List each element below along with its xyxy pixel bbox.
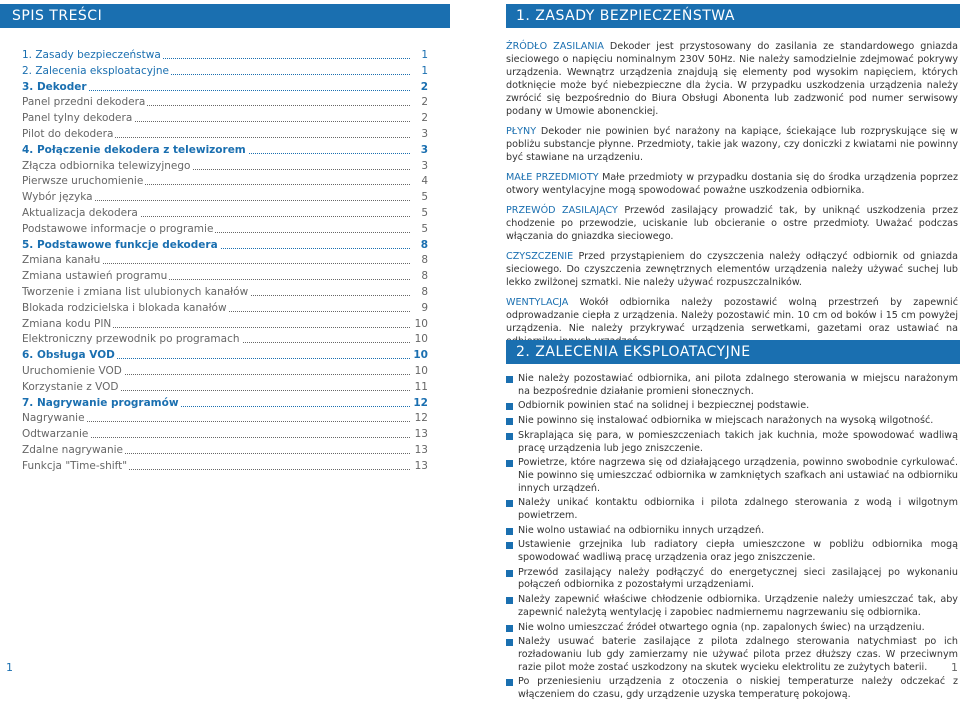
toc-entry[interactable] [22, 159, 428, 175]
safety-text: Dekoder nie powinien być narażony na kapiące, ściekające lub rozpryskujące się w pobliżu substancje płynne. Przedmioty, takie jak wazony, czy doniczki z kwiatami nie powinny być stawiane na urządzeniu. [506, 126, 958, 163]
toc-entry-label: Blokada rodzicielska i blokada kanałów [22, 301, 227, 314]
toc-entry[interactable] [22, 459, 428, 475]
toc-entry[interactable] [22, 48, 428, 64]
recommendations-list [506, 373, 958, 704]
toc-entry-page: 3 [410, 127, 428, 143]
toc-entry-page: 10 [410, 348, 428, 364]
toc-entry-label: Podstawowe informacje o programie [22, 222, 214, 235]
bullet-square-icon [506, 570, 513, 577]
recommendation-text: Nie powinno się instalować odbiornika w miejscach narażonych na wysoką wilgotność. [518, 415, 934, 427]
recommendation-item [506, 539, 958, 564]
toc-entry-page: 1 [410, 64, 428, 80]
toc-entry-label: Wybór języka [22, 191, 93, 204]
toc-entry-label: Funkcja "Time-shift" [22, 459, 128, 472]
safety-text: Małe przedmioty w przypadku dostania się do środka urządzenia poprzez otwory wentylacyjne mogą spowodować poważne uszkodzenia odbiornika. [506, 172, 958, 196]
safety-text: Przed przystąpieniem do czyszczenia należy odłączyć odbiornik od gniazda sieciowego. Do czyszczenia zewnętrznych elementów urządzenia należy używać suchej lub lekko zwilżonej szmatki. Nie należy używać rozpuszczalników. [506, 251, 958, 288]
toc-entry-page: 3 [410, 159, 428, 175]
toc-entry[interactable] [22, 411, 428, 427]
bullet-square-icon [506, 403, 513, 410]
recommendation-item [506, 622, 958, 635]
toc-entry-page: 8 [410, 285, 428, 301]
toc-entry-label: Nagrywanie [22, 412, 85, 425]
recommendation-text: Należy usuwać baterie zasilające z pilota zdalnego sterowania natychmiast po ich rozładowaniu lub gdy zamierzamy nie używać pilota przez dłuższy czas. W przeciwnym razie pilot może zostać uszkodzony na skutek wycieku elektrolitu ze zużytych baterii. [518, 636, 958, 673]
toc-entry[interactable] [22, 95, 428, 111]
recommendation-item [506, 636, 958, 674]
recommendation-text: Nie wolno umieszczać źródeł otwartego ognia (np. zapalonych świec) na urządzeniu. [518, 621, 925, 633]
toc-entry-page: 2 [410, 80, 428, 96]
toc-entry-label: 4. Połączenie dekodera z telewizorem [22, 143, 246, 156]
toc-entry[interactable] [22, 143, 428, 159]
toc-entry-label: 6. Obsługa VOD [22, 349, 115, 362]
recommendation-text: Skraplająca się para, w pomieszczeniach takich jak kuchnia, może spowodować wadliwą pracę urządzenia lub jego zniszczenie. [518, 429, 958, 454]
toc-entry[interactable] [22, 427, 428, 443]
safety-page [494, 0, 960, 700]
safety-keyword: PŁYNY [506, 126, 537, 137]
recommendation-item [506, 430, 958, 455]
toc-entry-label: 3. Dekoder [22, 80, 87, 93]
toc-entry-page: 2 [410, 95, 428, 111]
recommendation-item [506, 594, 958, 619]
safety-keyword: MAŁE PRZEDMIOTY [506, 172, 599, 183]
toc-entry-page: 3 [410, 143, 428, 159]
toc-entry[interactable] [22, 396, 428, 412]
toc-entry-page: 8 [410, 253, 428, 269]
toc-entry-label: 7. Nagrywanie programów [22, 396, 179, 409]
toc-entry[interactable] [22, 285, 428, 301]
safety-paragraph [506, 125, 958, 164]
toc-entry-label: Panel tylny dekodera [22, 112, 133, 125]
toc-entry-label: 2. Zalecenia eksploatacyjne [22, 64, 169, 77]
bullet-square-icon [506, 639, 513, 646]
toc-entry[interactable] [22, 127, 428, 143]
safety-keyword: PRZEWÓD ZASILAJĄCY [506, 205, 618, 216]
toc-entry-page: 12 [410, 396, 428, 412]
safety-title: 1. ZASADY BEZPIECZEŃSTWA [506, 4, 960, 28]
bullet-square-icon [506, 625, 513, 632]
toc-entry-page: 8 [410, 269, 428, 285]
bullet-square-icon [506, 433, 513, 440]
toc-entry-label: Tworzenie i zmiana list ulubionych kanałów [22, 285, 249, 298]
recommendation-item [506, 373, 958, 398]
toc-page [0, 0, 466, 678]
toc-entry[interactable] [22, 190, 428, 206]
safety-keyword: WENTYLACJA [506, 297, 569, 308]
toc-entry[interactable] [22, 238, 428, 254]
safety-paragraph [506, 40, 958, 118]
bullet-square-icon [506, 679, 513, 686]
toc-title: SPIS TREŚCI [0, 4, 450, 28]
toc-entry-label: Odtwarzanie [22, 428, 89, 441]
toc-entry[interactable] [22, 174, 428, 190]
toc-entry-label: Elektroniczny przewodnik po programach [22, 333, 240, 346]
toc-list [22, 48, 428, 475]
toc-entry[interactable] [22, 443, 428, 459]
safety-text: Wokół odbiornika należy pozostawić wolną przestrzeń by zapewnić odprowadzanie ciepła z urządzenia. Należy pozostawić min. 10 cm od boków i 15 cm powyżej urządzenia. Nie należy przykrywać urządzenia serwetkami, gazetami oraz ustawiać na [506, 297, 958, 334]
recommendation-text: Po przeniesieniu urządzenia z otoczenia o niskiej temperaturze należy odczekać z włączeniem do czasu, gdy urządzenie uzyska temperaturę pokojową. [518, 676, 958, 700]
right-page-number: 1 [951, 661, 958, 674]
toc-entry-page: 4 [410, 174, 428, 190]
toc-entry-page: 10 [410, 317, 428, 333]
bullet-square-icon [506, 528, 513, 535]
toc-entry-label: Zmiana kanału [22, 254, 101, 267]
toc-entry[interactable] [22, 317, 428, 333]
safety-text: Dekoder jest przystosowany do zasilania ze standardowego gniazda sieciowego o napięciu nominalnym 230V 50Hz. Nie należy samodzielnie zdejmować pokrywy urządzenia. Wewnątrz urządzenia znajdują się elementy pod wysokim napięciem, których dotknięcie może być niebezpieczne dla życia. W przypadku uszkodzenia urządzenia należy zwrócić się bezpośrednio do Biura Obsługi Abonenta lub zadzwonić pod numer serwisowy podany w Umowie abonenckiej. [506, 41, 958, 117]
toc-entry[interactable] [22, 253, 428, 269]
toc-entry[interactable] [22, 301, 428, 317]
toc-entry[interactable] [22, 348, 428, 364]
safety-paragraph [506, 204, 958, 243]
toc-entry-label: 1. Zasady bezpieczeństwa [22, 49, 161, 61]
toc-entry-page: 5 [410, 222, 428, 238]
bullet-square-icon [506, 542, 513, 549]
toc-entry-page: 11 [410, 380, 428, 396]
toc-entry-page: 8 [410, 238, 428, 254]
toc-entry-label: Zmiana ustawień programu [22, 270, 168, 283]
recommendation-item [506, 567, 958, 592]
toc-entry-label: Pierwsze uruchomienie [22, 175, 144, 188]
recommendation-text: Odbiornik powinien stać na solidnej i bezpiecznej podstawie. [518, 400, 810, 412]
toc-entry-page: 12 [410, 411, 428, 427]
left-page-number: 1 [6, 661, 13, 674]
toc-entry[interactable] [22, 269, 428, 285]
recommendation-item [506, 676, 958, 701]
safety-keyword: CZYSZCZENIE [506, 251, 574, 262]
bullet-square-icon [506, 376, 513, 383]
safety-section [506, 40, 958, 355]
toc-entry-page: 5 [410, 206, 428, 222]
toc-entry-page: 1 [410, 48, 428, 64]
toc-entry[interactable] [22, 364, 428, 380]
safety-paragraph [506, 250, 958, 289]
safety-text: Przewód zasilający prowadzić tak, by uniknąć uszkodzenia przez chodzenie po przewodzie, uciskanie lub obcieranie o ostre przedmioty. Uważać podczas włączania do gniazdka sieciowego. [506, 205, 958, 242]
recommendation-text: Nie wolno ustawiać na odbiorniku innych urządzeń. [518, 524, 765, 536]
toc-entry-page: 13 [410, 443, 428, 459]
safety-keyword: ŹRÓDŁO ZASILANIA [506, 41, 604, 52]
toc-entry-label: Aktualizacja dekodera [22, 206, 138, 219]
recommendation-text: Należy zapewnić właściwe chłodzenie odbiornika. Urządzenie należy umieszczać tak, aby zapewnić należytą wentylację i zapobiec nadmiernemu nagrzewaniu się odbiornika. [518, 594, 958, 618]
toc-entry[interactable] [22, 80, 428, 96]
recommendation-text: Powietrze, które nagrzewa się od działającego urządzenia, powinno swobodnie cyrkulować. Nie powinno się umieszczać odbiornika w zamkniętych szafkach ani ustawiać na odbiorniku innych urządzeń. [518, 457, 958, 494]
bullet-square-icon [506, 418, 513, 425]
toc-entry-page: 5 [410, 190, 428, 206]
toc-entry-page: 10 [410, 364, 428, 380]
recommendation-item [506, 497, 958, 522]
safety-paragraph [506, 171, 958, 197]
bullet-square-icon [506, 500, 513, 507]
toc-entry[interactable] [22, 64, 428, 80]
recommendation-text: Ustawienie grzejnika lub radiatory ciepła umieszczone w pobliżu odbiornika mogą spowodować wadliwą pracę urządzenia oraz jego zniszczenie. [518, 539, 958, 564]
recommendation-item [506, 525, 958, 538]
recommendation-item [506, 415, 958, 428]
toc-entry-page: 2 [410, 111, 428, 127]
toc-entry[interactable] [22, 222, 428, 238]
toc-entry-page: 13 [410, 459, 428, 475]
toc-entry-label: Pilot do dekodera [22, 127, 114, 140]
toc-entry-label: Korzystanie z VOD [22, 380, 119, 393]
recommendation-item [506, 400, 958, 413]
recommendation-text: Przewód zasilający należy podłączyć do energetycznej sieci zasilającej po wykonaniu połączeń odbiornika z pozostałymi urządzeniami. [518, 566, 958, 591]
bullet-square-icon [506, 597, 513, 604]
toc-entry[interactable] [22, 206, 428, 222]
toc-entry-label: Zdalne nagrywanie [22, 443, 124, 456]
toc-entry[interactable] [22, 332, 428, 348]
recommendation-text: Nie należy pozostawiać odbiornika, ani pilota zdalnego sterowania w miejscu narażonym na bezpośrednie działanie promieni słonecznych. [518, 373, 958, 397]
bullet-square-icon [506, 460, 513, 467]
toc-entry-label: Panel przedni dekodera [22, 96, 146, 109]
toc-entry-label: 5. Podstawowe funkcje dekodera [22, 238, 218, 251]
toc-entry[interactable] [22, 111, 428, 127]
toc-entry-label: Uruchomienie VOD [22, 364, 122, 377]
toc-entry-page: 13 [410, 427, 428, 443]
toc-entry-label: Złącza odbiornika telewizyjnego [22, 159, 191, 172]
toc-entry[interactable] [22, 380, 428, 396]
toc-entry-page: 9 [410, 301, 428, 317]
toc-entry-label: Zmiana kodu PIN [22, 317, 112, 330]
recommendation-text: Należy unikać kontaktu odbiornika i pilota zdalnego sterowania z wodą i wilgotnym powietrzem. [518, 497, 958, 521]
recommendation-item [506, 457, 958, 495]
toc-entry-page: 10 [410, 332, 428, 348]
recommendations-title: 2. ZALECENIA EKSPLOATACYJNE [506, 340, 960, 364]
